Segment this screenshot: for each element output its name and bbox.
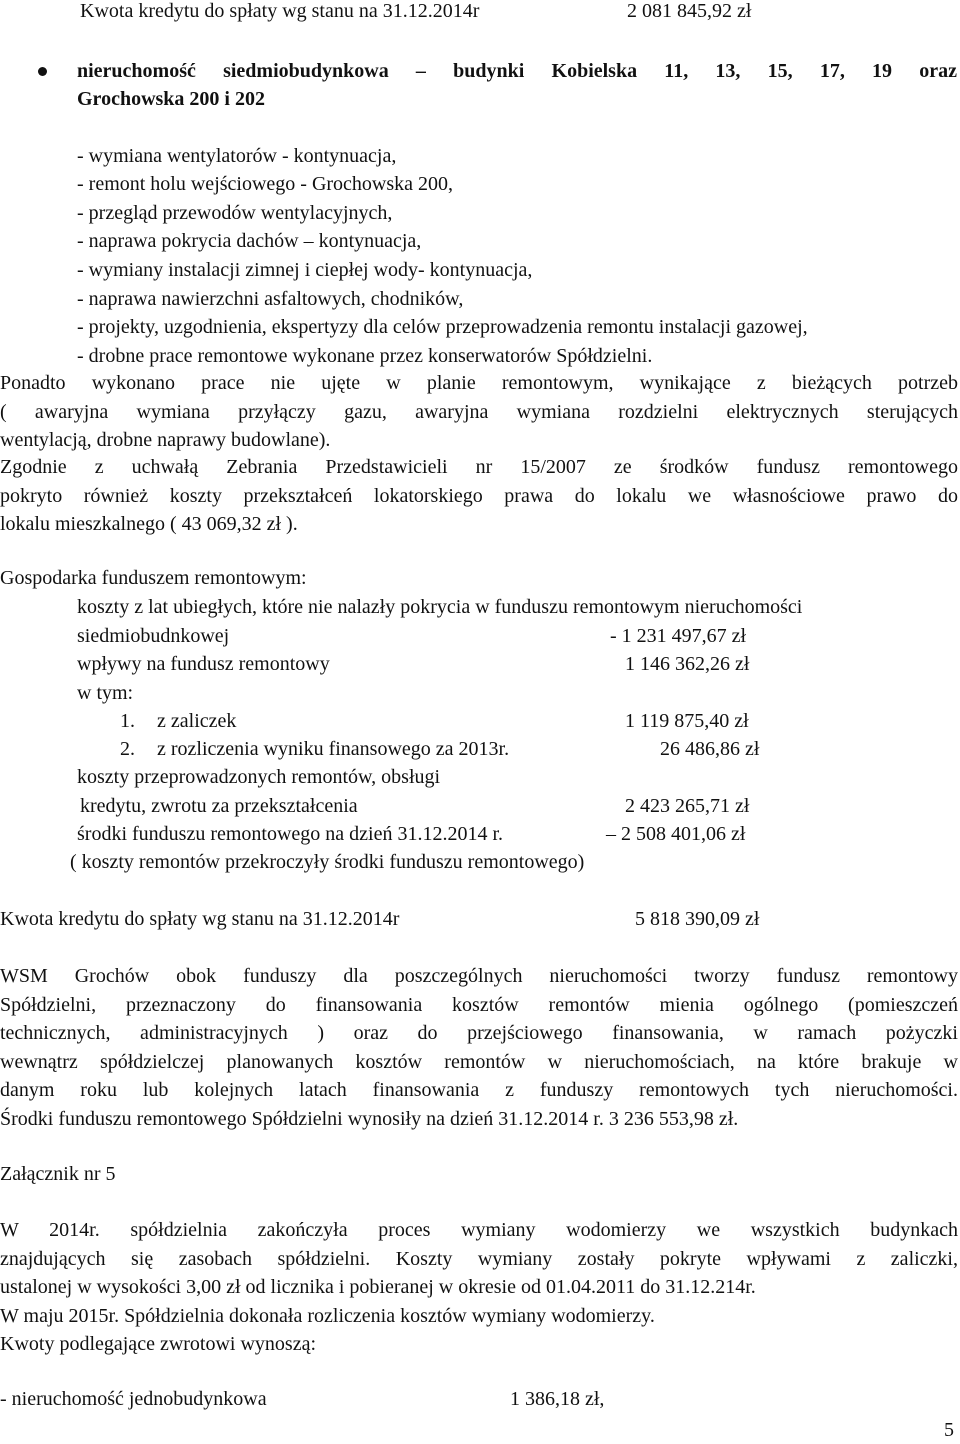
paragraph-line: Środki funduszu remontowego Spółdzielni wynosiły na dzień 31.12.2014 r. 3 236 553,98 zł. [0, 1107, 739, 1130]
fund-costs-prev-line1: koszty z lat ubiegłych, które nie nalazły pokrycia w funduszu remontowym nieruchomości [77, 596, 803, 618]
bullet-icon [38, 67, 47, 76]
repair-item: - naprawa pokrycia dachów – kontynuacja, [77, 230, 422, 252]
repair-item: - wymiany instalacji zimnej i ciepłej wody- kontynuacja, [77, 259, 533, 281]
paragraph-line: technicznych, administracyjnych ) oraz do przejściowego finansowania, w ramach pożyczki [0, 1022, 958, 1045]
fund-repairs-line2: kredytu, zwrotu za przekształcenia [80, 795, 358, 817]
paragraph-2014 [0, 1216, 958, 1359]
top-credit-label: Kwota kredytu do spłaty wg stanu na 31.12.2014r [80, 0, 480, 22]
paragraph-line: W 2014r. spółdzielnia zakończyła proces wymiany wodomierzy we wszystkich budynkach [0, 1219, 958, 1241]
fund-sub2-amount: 26 486,86 zł [660, 738, 760, 760]
paragraph-line: W maju 2015r. Spółdzielnia dokonała rozliczenia kosztów wymiany wodomierzy. [0, 1304, 655, 1327]
refund-label: - nieruchomość jednobudynkowa [0, 1388, 267, 1410]
paragraph-line: wewnątrz spółdzielczej planowanych kosztów remontów w nieruchomościach, na które brakuje w [0, 1050, 958, 1073]
property-heading-line1: nieruchomość siedmiobudynkowa – budynki Kobielska 11, 13, 15, 17, 19 oraz [77, 60, 957, 82]
paragraph-line: Ponadto wykonano prace nie ujęte w planie remontowym, wynikające z bieżących potrzeb [0, 372, 958, 394]
fund-inflows-amount: 1 146 362,26 zł [625, 653, 750, 675]
fund-heading: Gospodarka funduszem remontowym: [0, 567, 307, 589]
fund-note: ( koszty remontów przekroczyły środki funduszu remontowego) [70, 851, 585, 873]
fund-costs-prev-amount: - 1 231 497,67 zł [610, 625, 747, 647]
repair-item: - naprawa nawierzchni asfaltowych, chodników, [77, 288, 464, 310]
fund-sub1-number: 1. [120, 710, 135, 732]
repair-item: - drobne prace remontowe wykonane przez konserwatorów Spółdzielni. [77, 345, 653, 367]
paragraph-line: znajdujących się zasobach spółdzielni. Koszty wymiany zostały pokryte wpływami z zaliczki, [0, 1247, 958, 1270]
fund-sub1-amount: 1 119 875,40 zł [625, 710, 749, 732]
paragraph-line: ( awaryjna wymiana przyłączy gazu, awaryjna wymiana rozdzielni elektrycznych sterujących [0, 400, 958, 423]
paragraph-line: danym roku lub kolejnych latach finansowania z funduszy remontowych tych nieruchomości. [0, 1079, 958, 1102]
repair-item: - projekty, uzgodnienia, ekspertyzy dla celów przeprowadzenia remontu instalacji gazowej, [77, 316, 808, 338]
repair-item: - wymiana wentylatorów - kontynuacja, [77, 145, 397, 167]
refund-amount: 1 386,18 zł, [510, 1388, 605, 1410]
repair-item: - przegląd przewodów wentylacyjnych, [77, 202, 393, 224]
paragraph-wsm [0, 962, 958, 1134]
fund-sub2-number: 2. [120, 738, 135, 760]
fund-w-tym: w tym: [77, 682, 134, 704]
fund-sub2-label: z rozliczenia wyniku finansowego za 2013r. [157, 738, 510, 760]
repair-item: - remont holu wejściowego - Grochowska 200, [77, 173, 454, 195]
paragraph-ponadto [0, 369, 958, 455]
top-credit-amount: 2 081 845,92 zł [627, 0, 752, 22]
paragraph-line: wentylacją, drobne naprawy budowlane). [0, 429, 331, 452]
credit-amount: 5 818 390,09 zł [635, 908, 760, 930]
fund-inflows-label: wpływy na fundusz remontowy [77, 653, 330, 675]
fund-sub1-label: z zaliczek [157, 710, 237, 732]
paragraph-line: Kwoty podlegające zwrotowi wynoszą: [0, 1333, 317, 1356]
paragraph-line: ustalonej w wysokości 3,00 zł od licznika i pobieranej w okresie od 01.04.2011 do 31.12.214r. [0, 1276, 756, 1299]
paragraph-line: WSM Grochów obok funduszy dla poszczególnych nieruchomości tworzy fundusz remontowy [0, 965, 958, 987]
paragraph-line: pokryto również koszty przekształceń lokatorskiego prawa do lokalu we własnościowe prawo do [0, 484, 958, 507]
fund-costs-prev-line2: siedmiobudnkowej [77, 625, 230, 647]
property-heading-line2: Grochowska 200 i 202 [77, 88, 265, 110]
fund-repairs-line1: koszty przeprowadzonych remontów, obsługi [77, 766, 441, 788]
credit-label: Kwota kredytu do spłaty wg stanu na 31.12.2014r [0, 908, 400, 930]
paragraph-line: Zgodnie z uchwałą Zebrania Przedstawicieli nr 15/2007 ze środków fundusz remontowego [0, 456, 958, 478]
attachment-title: Załącznik nr 5 [0, 1163, 116, 1185]
paragraph-line: Spółdzielni, przeznaczony do finansowania kosztów remontów mienia ogólnego (pomieszczeń [0, 993, 958, 1016]
fund-repairs-amount: 2 423 265,71 zł [625, 795, 750, 817]
page-number: 5 [944, 1419, 954, 1441]
paragraph-line: lokalu mieszkalnego ( 43 069,32 zł ). [0, 513, 298, 536]
paragraph-zgodnie [0, 453, 958, 539]
fund-balance-label: środki funduszu remontowego na dzień 31.12.2014 r. [77, 823, 504, 845]
fund-balance-amount: – 2 508 401,06 zł [606, 823, 746, 845]
